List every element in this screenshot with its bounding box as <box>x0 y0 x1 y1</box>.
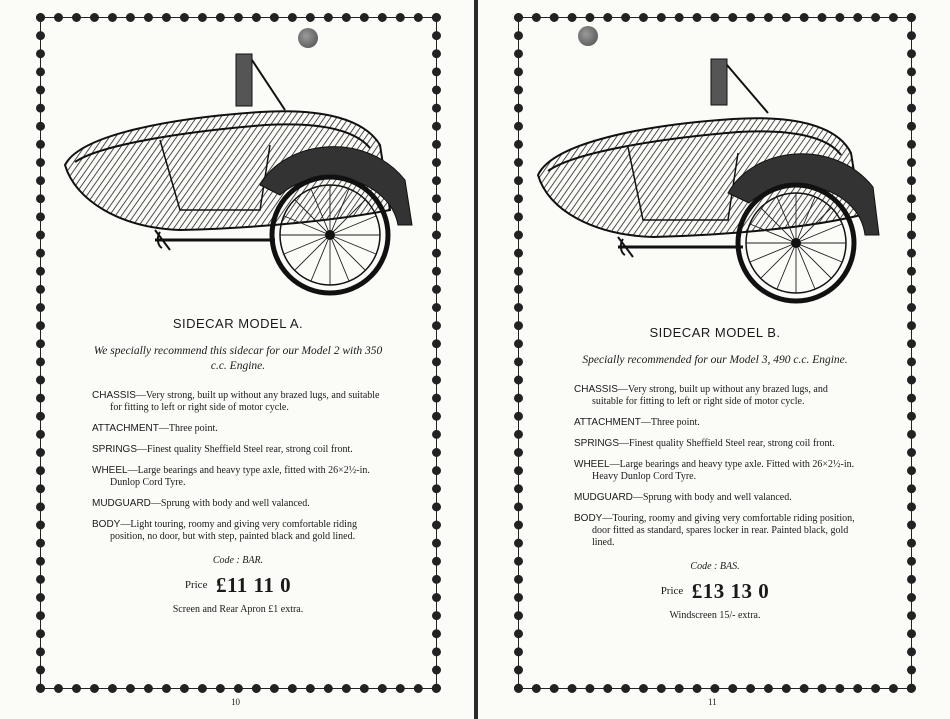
spec-item: ATTACHMENT—Three point. <box>92 423 218 434</box>
punch-hole <box>298 28 318 48</box>
punch-hole <box>578 26 598 46</box>
spec-list <box>574 384 856 549</box>
page-number: 11 <box>708 697 717 707</box>
page-title: SIDECAR MODEL A. <box>172 316 304 331</box>
product-code: Code : BAR. <box>212 555 264 566</box>
spec-item: WHEEL—Large bearings and heavy type axle. Fitted with 26×2½-in. Heavy Dunlop Cord Tyre. <box>574 459 855 482</box>
extras-note: Windscreen 15/- extra. <box>669 610 761 621</box>
left-page <box>0 0 474 719</box>
spec-item: WHEEL—Large bearings and heavy type axle, fitted with 26×2½-in. Dunlop Cord Tyre. <box>92 465 370 488</box>
price-amount: £11 11 0 <box>215 573 292 597</box>
spec-item: CHASSIS—Very strong, built up without any brazed lugs, and suitable for fitting to left or right side of motor cycle. <box>92 390 380 413</box>
spec-item: BODY—Light touring, roomy and giving very comfortable riding position, no door, but with step, painted black and gold lined. <box>92 519 357 542</box>
spec-item: CHASSIS—Very strong, built up without any brazed lugs, and suitable for fitting to left or right side of motor cycle. <box>574 384 828 407</box>
spec-item: MUDGUARD—Sprung with body and well valanced. <box>574 492 792 503</box>
page-number: 10 <box>231 697 240 707</box>
sidecar-model-b-illustration <box>533 55 883 305</box>
spec-item: SPRINGS—Finest quality Sheffield Steel rear, strong coil front. <box>92 444 353 455</box>
price-label: Price <box>184 579 208 591</box>
product-code: Code : BAS. <box>690 561 740 572</box>
right-text-block <box>574 327 856 622</box>
price-line <box>574 579 856 603</box>
intro-text: Specially recommended for our Model 3, 490 c.c. Engine. <box>582 354 848 366</box>
extras-note: Screen and Rear Apron £1 extra. <box>172 604 304 615</box>
spec-item: MUDGUARD—Sprung with body and well valanced. <box>92 498 310 509</box>
price-line <box>92 573 384 597</box>
spec-list <box>92 390 384 543</box>
page-title: SIDECAR MODEL B. <box>649 325 781 340</box>
price-label: Price <box>660 585 684 597</box>
left-text-block <box>92 318 384 616</box>
right-page <box>478 0 950 719</box>
intro-text: We specially recommend this sidecar for our Model 2 with 350 c.c. Engine. <box>93 345 383 372</box>
spec-item: SPRINGS—Finest quality Sheffield Steel rear, strong coil front. <box>574 438 835 449</box>
spec-item: ATTACHMENT—Three point. <box>574 417 700 428</box>
price-amount: £13 13 0 <box>691 579 770 603</box>
sidecar-model-a-illustration <box>60 50 415 300</box>
spec-item: BODY—Touring, roomy and giving very comfortable riding position, door fitted as standard, spares locker in rear. Painted black, gold lined. <box>574 513 855 548</box>
